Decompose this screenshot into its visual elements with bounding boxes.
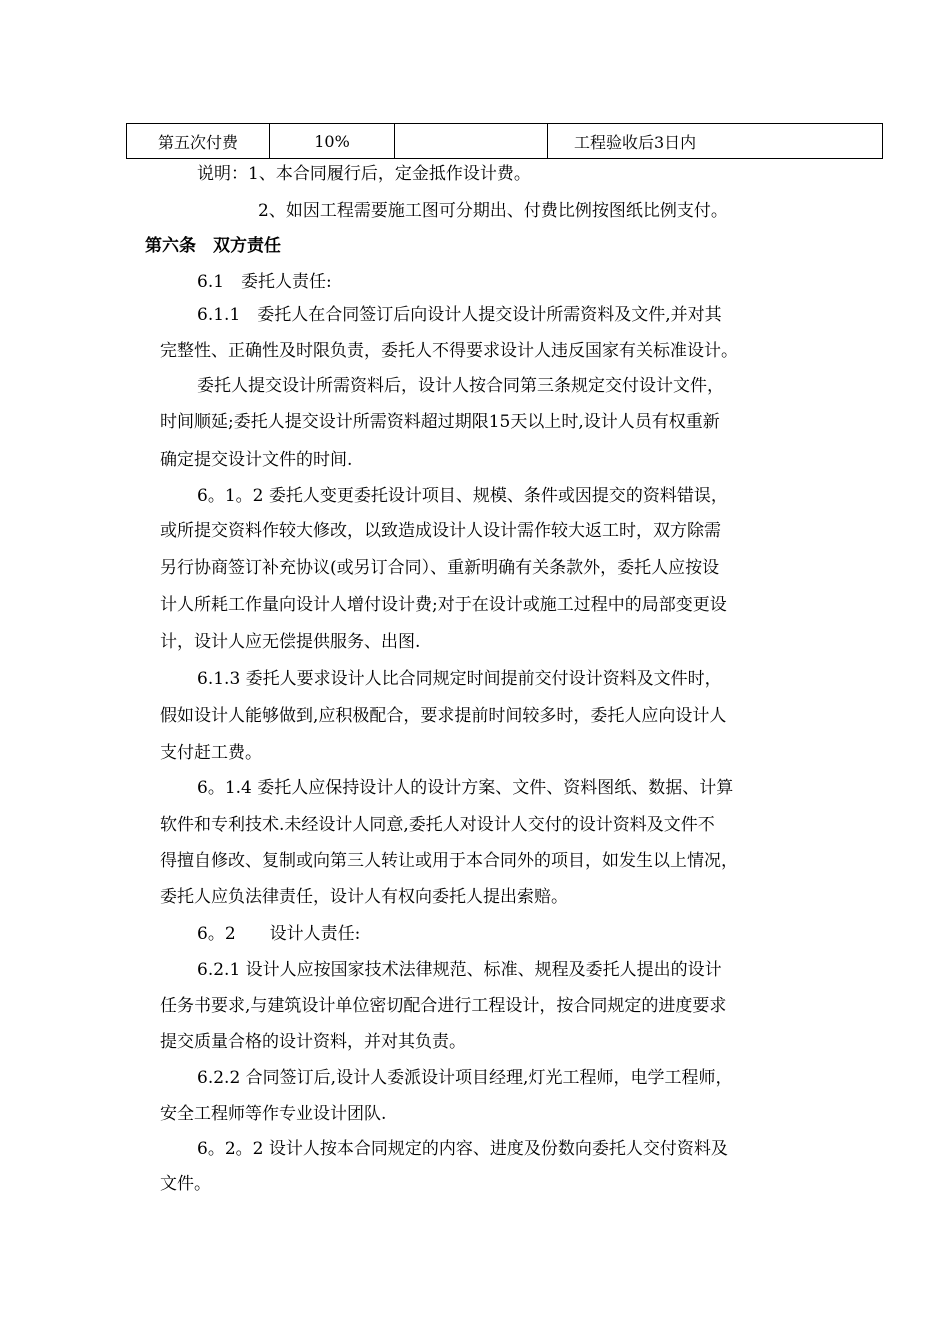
paragraph-line: 假如设计人能够做到,应积极配合，要求提前时间较多时，委托人应向设计人 xyxy=(160,706,727,726)
paragraph-line: 得擅自修改、复制或向第三人转让或用于本合同外的项目，如发生以上情况， xyxy=(160,851,738,871)
paragraph-line: 提交质量合格的设计资料，并对其负责。 xyxy=(160,1032,466,1052)
paragraph-line: 或所提交资料作较大修改，以致造成设计人设计需作较大返工时，双方除需 xyxy=(160,521,721,541)
paragraph-line: 6.1 委托人责任: xyxy=(197,272,332,292)
paragraph-line: 6.2.2 合同签订后,设计人委派设计项目经理,灯光工程师，电学工程师， xyxy=(197,1068,733,1088)
note-line-2: 2、如因工程需要施工图可分期出、付费比例按图纸比例支付。 xyxy=(258,201,728,221)
table-row xyxy=(127,124,883,159)
table-cell-stage: 第五次付费 xyxy=(127,124,270,159)
paragraph-line: 安全工程师等作专业设计团队. xyxy=(160,1104,387,1124)
paragraph-line: 6.1.1 委托人在合同签订后向设计人提交设计所需资料及文件,并对其 xyxy=(197,305,722,325)
paragraph-line: 6。1.4 委托人应保持设计人的设计方案、文件、资料图纸、数据、计算 xyxy=(197,778,734,798)
table-cell-empty xyxy=(395,124,548,159)
payment-table xyxy=(126,123,883,159)
paragraph-line: 任务书要求,与建筑设计单位密切配合进行工程设计，按合同规定的进度要求 xyxy=(160,996,727,1016)
paragraph-line: 委托人提交设计所需资料后，设计人按合同第三条规定交付设计文件， xyxy=(197,376,724,396)
paragraph-line: 时间顺延;委托人提交设计所需资料超过期限15天以上时,设计人员有权重新 xyxy=(160,412,720,432)
paragraph-line: 计人所耗工作量向设计人增付设计费;对于在设计或施工过程中的局部变更设 xyxy=(160,595,727,615)
paragraph-line: 6。2 设计人责任: xyxy=(197,924,361,944)
paragraph-line: 确定提交设计文件的时间. xyxy=(160,450,353,470)
paragraph-line: 计，设计人应无偿提供服务、出图. xyxy=(160,632,421,652)
table-cell-percent: 10% xyxy=(270,124,395,159)
paragraph-line: 支付赶工费。 xyxy=(160,743,262,763)
paragraph-line: 6。1。2 委托人变更委托设计项目、规模、条件或因提交的资料错误， xyxy=(197,486,728,506)
paragraph-line: 委托人应负法律责任，设计人有权向委托人提出索赔。 xyxy=(160,887,568,907)
paragraph-line: 另行协商签订补充协议(或另订合同）、重新明确有关条款外，委托人应按设 xyxy=(160,558,720,578)
paragraph-line: 文件。 xyxy=(160,1174,211,1194)
table-cell-condition: 工程验收后3日内 xyxy=(548,124,883,159)
section-heading: 第六条 双方责任 xyxy=(145,236,281,256)
note-line-1: 说明：1、本合同履行后，定金抵作设计费。 xyxy=(197,164,531,184)
paragraph-line: 6。2。2 设计人按本合同规定的内容、进度及份数向委托人交付资料及 xyxy=(197,1139,728,1159)
paragraph-line: 6.2.1 设计人应按国家技术法律规范、标准、规程及委托人提出的设计 xyxy=(197,960,722,980)
paragraph-line: 6.1.3 委托人要求设计人比合同规定时间提前交付设计资料及文件时， xyxy=(197,669,722,689)
paragraph-line: 完整性、正确性及时限负责，委托人不得要求设计人违反国家有关标准设计。 xyxy=(160,341,738,361)
paragraph-line: 软件和专利技术.未经设计人同意,委托人对设计人交付的设计资料及文件不 xyxy=(160,815,715,835)
